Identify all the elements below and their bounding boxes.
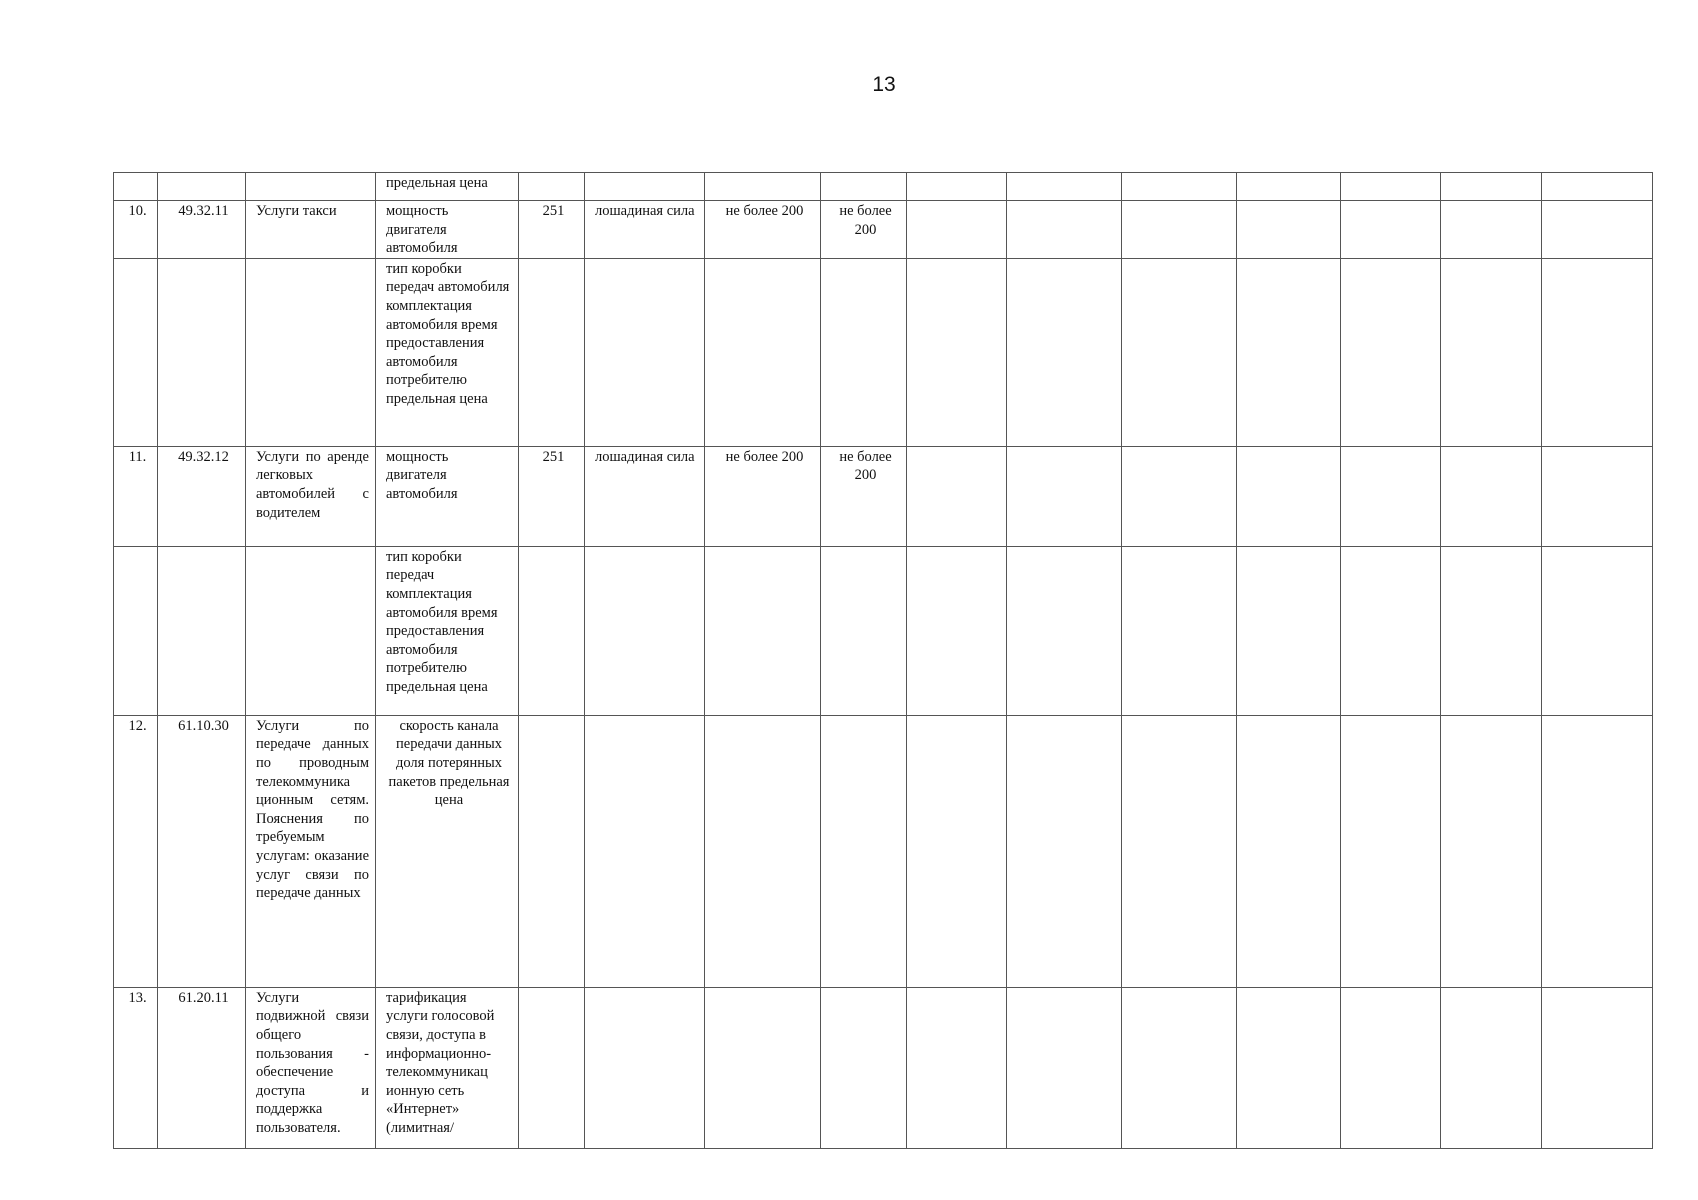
empty-cell — [1542, 987, 1653, 1148]
empty-cell — [1341, 715, 1441, 987]
okpd2-code: 49.32.12 — [158, 446, 246, 546]
unit-name — [585, 715, 705, 987]
item-name — [246, 258, 376, 446]
value-1 — [705, 173, 821, 201]
row-number — [114, 546, 158, 715]
unit-name — [585, 546, 705, 715]
empty-cell — [907, 987, 1007, 1148]
okpd2-code: 61.10.30 — [158, 715, 246, 987]
empty-cell — [1441, 258, 1542, 446]
empty-cell — [907, 173, 1007, 201]
unit-name — [585, 173, 705, 201]
table-row — [114, 715, 1653, 987]
empty-cell — [1122, 258, 1237, 446]
value-2: не более 200 — [821, 446, 907, 546]
empty-cell — [1341, 173, 1441, 201]
empty-cell — [1542, 546, 1653, 715]
row-number: 13. — [114, 987, 158, 1148]
okpd2-code: 49.32.11 — [158, 201, 246, 259]
empty-cell — [1122, 446, 1237, 546]
unit-name: лошадиная сила — [585, 446, 705, 546]
value-2 — [821, 173, 907, 201]
okpd2-code — [158, 258, 246, 446]
okei-code: 251 — [519, 201, 585, 259]
empty-cell — [1122, 987, 1237, 1148]
empty-cell — [1441, 546, 1542, 715]
empty-cell — [1542, 201, 1653, 259]
characteristic: тип коробки передач комплектация автомобиля время предоставления автомобиля потребителю предельная цена — [376, 546, 519, 715]
empty-cell — [907, 715, 1007, 987]
empty-cell — [1237, 201, 1341, 259]
value-1: не более 200 — [705, 201, 821, 259]
empty-cell — [1441, 715, 1542, 987]
characteristic: тарификация услуги голосовой связи, доступа в информационно-телекоммуникац ионную сеть «Интернет» (лимитная/ — [376, 987, 519, 1148]
value-2 — [821, 987, 907, 1148]
empty-cell — [1441, 173, 1542, 201]
empty-cell — [1007, 546, 1122, 715]
empty-cell — [1341, 987, 1441, 1148]
requirements-table — [113, 172, 1653, 1149]
empty-cell — [1341, 201, 1441, 259]
characteristic: тип коробки передач автомобиля комплектация автомобиля время предоставления автомобиля потребителю предельная цена — [376, 258, 519, 446]
table-row — [114, 987, 1653, 1148]
value-1 — [705, 546, 821, 715]
okei-code — [519, 173, 585, 201]
empty-cell — [1341, 258, 1441, 446]
item-name: Услуги подвижной связи общего пользования - обеспечение доступа и поддержка пользователя. — [246, 987, 376, 1148]
empty-cell — [1441, 446, 1542, 546]
value-2: не более 200 — [821, 201, 907, 259]
empty-cell — [1007, 987, 1122, 1148]
empty-cell — [1542, 173, 1653, 201]
empty-cell — [1007, 446, 1122, 546]
unit-name — [585, 258, 705, 446]
characteristic: мощность двигателя автомобиля — [376, 201, 519, 259]
empty-cell — [1122, 715, 1237, 987]
empty-cell — [907, 258, 1007, 446]
empty-cell — [907, 546, 1007, 715]
empty-cell — [1542, 258, 1653, 446]
okei-code: 251 — [519, 446, 585, 546]
empty-cell — [1007, 201, 1122, 259]
row-number: 10. — [114, 201, 158, 259]
okei-code — [519, 715, 585, 987]
row-number — [114, 258, 158, 446]
empty-cell — [1122, 201, 1237, 259]
table-row — [114, 173, 1653, 201]
empty-cell — [1237, 987, 1341, 1148]
empty-cell — [907, 446, 1007, 546]
empty-cell — [1007, 258, 1122, 446]
empty-cell — [1542, 715, 1653, 987]
empty-cell — [1237, 258, 1341, 446]
okpd2-code: 61.20.11 — [158, 987, 246, 1148]
table-row — [114, 201, 1653, 259]
empty-cell — [1441, 987, 1542, 1148]
okpd2-code — [158, 546, 246, 715]
okei-code — [519, 258, 585, 446]
table-row — [114, 258, 1653, 446]
item-name: Услуги по передаче данных по проводным телекоммуника ционным сетям. Пояснения по требуемым услугам: оказание услуг связи по передаче данных — [246, 715, 376, 987]
unit-name — [585, 987, 705, 1148]
item-name: Услуги по аренде легковых автомобилей с водителем — [246, 446, 376, 546]
characteristic: предельная цена — [376, 173, 519, 201]
empty-cell — [1542, 446, 1653, 546]
value-1 — [705, 258, 821, 446]
table-row — [114, 546, 1653, 715]
okei-code — [519, 546, 585, 715]
row-number: 12. — [114, 715, 158, 987]
item-name: Услуги такси — [246, 201, 376, 259]
empty-cell — [1007, 715, 1122, 987]
okpd2-code — [158, 173, 246, 201]
value-1 — [705, 715, 821, 987]
okei-code — [519, 987, 585, 1148]
empty-cell — [1007, 173, 1122, 201]
value-2 — [821, 715, 907, 987]
item-name — [246, 173, 376, 201]
empty-cell — [1341, 546, 1441, 715]
empty-cell — [1237, 173, 1341, 201]
characteristic: мощность двигателя автомобиля — [376, 446, 519, 546]
value-1: не более 200 — [705, 446, 821, 546]
unit-name: лошадиная сила — [585, 201, 705, 259]
empty-cell — [1441, 201, 1542, 259]
empty-cell — [1237, 446, 1341, 546]
value-2 — [821, 258, 907, 446]
characteristic: скорость канала передачи данных доля потерянных пакетов предельная цена — [376, 715, 519, 987]
empty-cell — [1341, 446, 1441, 546]
row-number: 11. — [114, 446, 158, 546]
empty-cell — [1237, 546, 1341, 715]
table-row — [114, 446, 1653, 546]
empty-cell — [907, 201, 1007, 259]
empty-cell — [1122, 546, 1237, 715]
item-name — [246, 546, 376, 715]
value-2 — [821, 546, 907, 715]
row-number — [114, 173, 158, 201]
value-1 — [705, 987, 821, 1148]
page-number: 13 — [872, 73, 896, 96]
empty-cell — [1122, 173, 1237, 201]
empty-cell — [1237, 715, 1341, 987]
